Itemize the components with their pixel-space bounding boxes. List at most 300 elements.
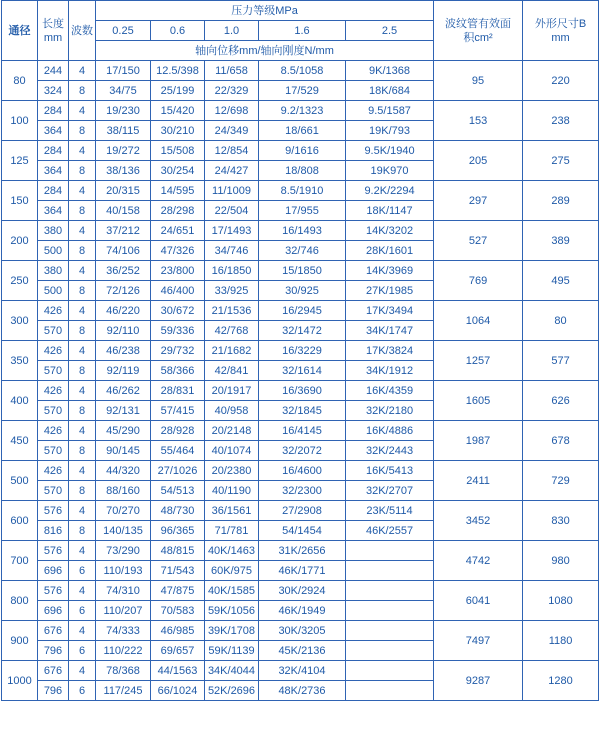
cell-p025: 34/75 xyxy=(96,81,151,101)
cell-outer-size: 577 xyxy=(523,341,599,381)
table-row xyxy=(2,421,599,441)
cell-p025: 117/245 xyxy=(96,681,151,701)
cell-p10: 40/958 xyxy=(205,401,259,421)
cell-p25 xyxy=(346,581,434,601)
table-row xyxy=(2,661,599,681)
cell-p025: 38/136 xyxy=(96,161,151,181)
header-area-label: 波纹管有效面 xyxy=(445,17,512,30)
cell-diameter: 125 xyxy=(2,141,38,181)
cell-p16: 32/1472 xyxy=(259,321,346,341)
cell-length: 576 xyxy=(38,541,69,561)
cell-p10: 24/349 xyxy=(205,121,259,141)
cell-p10: 40/1190 xyxy=(205,481,259,501)
cell-outer-size: 275 xyxy=(523,141,599,181)
cell-p16: 27/2908 xyxy=(259,501,346,521)
cell-length: 426 xyxy=(38,421,69,441)
cell-diameter: 200 xyxy=(2,221,38,261)
cell-p06: 48/815 xyxy=(151,541,205,561)
cell-p06: 14/595 xyxy=(151,181,205,201)
cell-waves: 8 xyxy=(69,521,96,541)
cell-p025: 78/368 xyxy=(96,661,151,681)
cell-length: 426 xyxy=(38,461,69,481)
cell-p06: 55/464 xyxy=(151,441,205,461)
cell-p16: 9/1616 xyxy=(259,141,346,161)
cell-p25 xyxy=(346,661,434,681)
cell-p06: 71/543 xyxy=(151,561,205,581)
cell-p06: 15/420 xyxy=(151,101,205,121)
table-row xyxy=(2,581,599,601)
cell-p16: 18/808 xyxy=(259,161,346,181)
cell-waves: 8 xyxy=(69,121,96,141)
cell-p16: 16/3229 xyxy=(259,341,346,361)
cell-waves: 8 xyxy=(69,441,96,461)
cell-length: 380 xyxy=(38,221,69,241)
cell-waves: 8 xyxy=(69,161,96,181)
cell-waves: 4 xyxy=(69,581,96,601)
cell-p25 xyxy=(346,641,434,661)
cell-p025: 46/238 xyxy=(96,341,151,361)
cell-p10: 12/854 xyxy=(205,141,259,161)
cell-p16: 32/2072 xyxy=(259,441,346,461)
cell-p16: 46K/1771 xyxy=(259,561,346,581)
cell-p25 xyxy=(346,541,434,561)
cell-waves: 4 xyxy=(69,141,96,161)
cell-waves: 8 xyxy=(69,321,96,341)
cell-p06: 57/415 xyxy=(151,401,205,421)
cell-p06: 15/508 xyxy=(151,141,205,161)
cell-p10: 12/698 xyxy=(205,101,259,121)
cell-length: 570 xyxy=(38,321,69,341)
cell-p25: 18K/1147 xyxy=(346,201,434,221)
cell-diameter: 800 xyxy=(2,581,38,621)
cell-p16: 16/3690 xyxy=(259,381,346,401)
cell-p025: 90/145 xyxy=(96,441,151,461)
cell-p06: 28/928 xyxy=(151,421,205,441)
cell-p10: 42/841 xyxy=(205,361,259,381)
header-area xyxy=(434,1,523,61)
cell-p025: 74/106 xyxy=(96,241,151,261)
header-axial: 轴向位移mm/轴向刚度N/mm xyxy=(96,41,434,61)
cell-outer-size: 1180 xyxy=(523,621,599,661)
cell-p025: 74/333 xyxy=(96,621,151,641)
cell-area: 1257 xyxy=(434,341,523,381)
header-waves: 波数 xyxy=(69,1,96,61)
cell-diameter: 500 xyxy=(2,461,38,501)
cell-p06: 30/672 xyxy=(151,301,205,321)
cell-diameter: 100 xyxy=(2,101,38,141)
header-pressure: 压力等级MPa xyxy=(96,1,434,21)
cell-waves: 4 xyxy=(69,341,96,361)
bellows-spec-table xyxy=(1,0,599,701)
cell-waves: 8 xyxy=(69,481,96,501)
cell-p16: 8.5/1910 xyxy=(259,181,346,201)
cell-diameter: 400 xyxy=(2,381,38,421)
cell-p10: 34/746 xyxy=(205,241,259,261)
cell-length: 570 xyxy=(38,361,69,381)
cell-diameter: 700 xyxy=(2,541,38,581)
cell-p25: 9.2K/2294 xyxy=(346,181,434,201)
cell-p10: 24/427 xyxy=(205,161,259,181)
cell-p25: 16K/5413 xyxy=(346,461,434,481)
cell-waves: 4 xyxy=(69,661,96,681)
table-row xyxy=(2,621,599,641)
cell-waves: 4 xyxy=(69,421,96,441)
cell-diameter: 350 xyxy=(2,341,38,381)
cell-p06: 27/1026 xyxy=(151,461,205,481)
cell-p16: 16/4145 xyxy=(259,421,346,441)
cell-p025: 70/270 xyxy=(96,501,151,521)
header-length-label: 长度 xyxy=(42,17,64,30)
cell-p16: 32/2300 xyxy=(259,481,346,501)
cell-length: 426 xyxy=(38,301,69,321)
cell-p25: 14K/3202 xyxy=(346,221,434,241)
cell-p025: 72/126 xyxy=(96,281,151,301)
cell-area: 769 xyxy=(434,261,523,301)
cell-p06: 48/730 xyxy=(151,501,205,521)
cell-p10: 17/1493 xyxy=(205,221,259,241)
cell-p06: 23/800 xyxy=(151,261,205,281)
cell-waves: 8 xyxy=(69,241,96,261)
cell-waves: 4 xyxy=(69,381,96,401)
cell-p25: 34K/1912 xyxy=(346,361,434,381)
cell-p06: 30/254 xyxy=(151,161,205,181)
header-outer-label: 外形尺寸B xyxy=(534,17,587,30)
header-outer-unit: mm xyxy=(551,31,570,44)
cell-p025: 38/115 xyxy=(96,121,151,141)
cell-outer-size: 289 xyxy=(523,181,599,221)
cell-p10: 40K/1585 xyxy=(205,581,259,601)
cell-p06: 54/513 xyxy=(151,481,205,501)
cell-p025: 45/290 xyxy=(96,421,151,441)
cell-length: 796 xyxy=(38,641,69,661)
cell-p06: 28/298 xyxy=(151,201,205,221)
cell-p06: 58/366 xyxy=(151,361,205,381)
cell-p25 xyxy=(346,681,434,701)
cell-p025: 46/262 xyxy=(96,381,151,401)
cell-diameter: 150 xyxy=(2,181,38,221)
cell-p25: 23K/5114 xyxy=(346,501,434,521)
cell-length: 500 xyxy=(38,281,69,301)
cell-p25: 19K/793 xyxy=(346,121,434,141)
cell-p10: 40K/1463 xyxy=(205,541,259,561)
cell-area: 4742 xyxy=(434,541,523,581)
cell-p16: 17/955 xyxy=(259,201,346,221)
cell-outer-size: 1080 xyxy=(523,581,599,621)
cell-waves: 4 xyxy=(69,461,96,481)
cell-p025: 92/119 xyxy=(96,361,151,381)
cell-p16: 30K/2924 xyxy=(259,581,346,601)
cell-p025: 74/310 xyxy=(96,581,151,601)
cell-p25 xyxy=(346,561,434,581)
table-header xyxy=(2,1,599,61)
cell-outer-size: 980 xyxy=(523,541,599,581)
cell-p25: 17K/3494 xyxy=(346,301,434,321)
cell-area: 1064 xyxy=(434,301,523,341)
header-p25: 2.5 xyxy=(346,21,434,41)
cell-diameter: 600 xyxy=(2,501,38,541)
cell-diameter: 450 xyxy=(2,421,38,461)
cell-p025: 110/222 xyxy=(96,641,151,661)
cell-p16: 32/1845 xyxy=(259,401,346,421)
cell-p025: 92/110 xyxy=(96,321,151,341)
header-p10: 1.0 xyxy=(205,21,259,41)
cell-p10: 71/781 xyxy=(205,521,259,541)
cell-outer-size: 729 xyxy=(523,461,599,501)
cell-p025: 73/290 xyxy=(96,541,151,561)
cell-p10: 40/1074 xyxy=(205,441,259,461)
cell-waves: 4 xyxy=(69,301,96,321)
cell-p10: 39K/1708 xyxy=(205,621,259,641)
cell-length: 426 xyxy=(38,381,69,401)
cell-p25: 32K/2180 xyxy=(346,401,434,421)
cell-outer-size: 626 xyxy=(523,381,599,421)
cell-p025: 20/315 xyxy=(96,181,151,201)
cell-p025: 110/193 xyxy=(96,561,151,581)
table-row xyxy=(2,461,599,481)
cell-p10: 21/1536 xyxy=(205,301,259,321)
cell-p25: 32K/2707 xyxy=(346,481,434,501)
cell-p10: 60K/975 xyxy=(205,561,259,581)
cell-p06: 96/365 xyxy=(151,521,205,541)
cell-waves: 8 xyxy=(69,401,96,421)
cell-p25: 18K/684 xyxy=(346,81,434,101)
cell-p10: 11/658 xyxy=(205,61,259,81)
cell-waves: 8 xyxy=(69,361,96,381)
cell-outer-size: 80 xyxy=(523,301,599,341)
cell-p10: 20/2148 xyxy=(205,421,259,441)
header-length xyxy=(38,1,69,61)
cell-length: 284 xyxy=(38,141,69,161)
cell-waves: 6 xyxy=(69,561,96,581)
table-row xyxy=(2,541,599,561)
cell-outer-size: 1280 xyxy=(523,661,599,701)
header-p06: 0.6 xyxy=(151,21,205,41)
cell-waves: 4 xyxy=(69,181,96,201)
cell-p16: 31K/2656 xyxy=(259,541,346,561)
cell-p16: 18/661 xyxy=(259,121,346,141)
cell-p06: 28/831 xyxy=(151,381,205,401)
cell-length: 364 xyxy=(38,121,69,141)
cell-p16: 15/1850 xyxy=(259,261,346,281)
table-body xyxy=(2,61,599,701)
cell-p06: 46/985 xyxy=(151,621,205,641)
cell-p10: 59K/1056 xyxy=(205,601,259,621)
cell-area: 3452 xyxy=(434,501,523,541)
cell-waves: 8 xyxy=(69,201,96,221)
cell-p25: 32K/2443 xyxy=(346,441,434,461)
cell-p025: 140/135 xyxy=(96,521,151,541)
cell-length: 570 xyxy=(38,441,69,461)
cell-p16: 30K/3205 xyxy=(259,621,346,641)
cell-length: 324 xyxy=(38,81,69,101)
cell-p06: 66/1024 xyxy=(151,681,205,701)
cell-area: 9287 xyxy=(434,661,523,701)
cell-outer-size: 238 xyxy=(523,101,599,141)
cell-p16: 9.2/1323 xyxy=(259,101,346,121)
cell-waves: 8 xyxy=(69,81,96,101)
cell-area: 1987 xyxy=(434,421,523,461)
cell-length: 676 xyxy=(38,661,69,681)
table-row xyxy=(2,221,599,241)
cell-p25: 19K970 xyxy=(346,161,434,181)
cell-p10: 52K/2696 xyxy=(205,681,259,701)
cell-p25: 46K/2557 xyxy=(346,521,434,541)
cell-p16: 32/746 xyxy=(259,241,346,261)
cell-length: 284 xyxy=(38,181,69,201)
cell-waves: 6 xyxy=(69,641,96,661)
cell-p16: 48K/2736 xyxy=(259,681,346,701)
cell-length: 364 xyxy=(38,201,69,221)
cell-p06: 59/336 xyxy=(151,321,205,341)
cell-waves: 4 xyxy=(69,101,96,121)
cell-p06: 46/400 xyxy=(151,281,205,301)
cell-area: 6041 xyxy=(434,581,523,621)
cell-p06: 30/210 xyxy=(151,121,205,141)
cell-p025: 37/212 xyxy=(96,221,151,241)
cell-length: 500 xyxy=(38,241,69,261)
cell-p25: 16K/4886 xyxy=(346,421,434,441)
cell-p06: 44/1563 xyxy=(151,661,205,681)
cell-p10: 11/1009 xyxy=(205,181,259,201)
cell-waves: 4 xyxy=(69,61,96,81)
header-p025: 0.25 xyxy=(96,21,151,41)
cell-length: 676 xyxy=(38,621,69,641)
cell-length: 570 xyxy=(38,481,69,501)
cell-p16: 16/4600 xyxy=(259,461,346,481)
cell-area: 2411 xyxy=(434,461,523,501)
cell-p06: 47/326 xyxy=(151,241,205,261)
cell-length: 796 xyxy=(38,681,69,701)
header-p16: 1.6 xyxy=(259,21,346,41)
table-row xyxy=(2,501,599,521)
header-area-unit: 积cm² xyxy=(463,31,493,44)
table-row xyxy=(2,181,599,201)
cell-p06: 29/732 xyxy=(151,341,205,361)
cell-diameter: 80 xyxy=(2,61,38,101)
table-row xyxy=(2,341,599,361)
cell-outer-size: 495 xyxy=(523,261,599,301)
cell-p10: 33/925 xyxy=(205,281,259,301)
cell-waves: 4 xyxy=(69,541,96,561)
cell-area: 297 xyxy=(434,181,523,221)
cell-length: 380 xyxy=(38,261,69,281)
cell-p16: 8.5/1058 xyxy=(259,61,346,81)
cell-p06: 25/199 xyxy=(151,81,205,101)
cell-p10: 22/329 xyxy=(205,81,259,101)
cell-p10: 22/504 xyxy=(205,201,259,221)
cell-p025: 19/272 xyxy=(96,141,151,161)
cell-p06: 24/651 xyxy=(151,221,205,241)
cell-p25: 34K/1747 xyxy=(346,321,434,341)
cell-p10: 42/768 xyxy=(205,321,259,341)
cell-outer-size: 389 xyxy=(523,221,599,261)
cell-p16: 30/925 xyxy=(259,281,346,301)
cell-p10: 34K/4044 xyxy=(205,661,259,681)
cell-waves: 6 xyxy=(69,681,96,701)
cell-p10: 20/1917 xyxy=(205,381,259,401)
cell-area: 205 xyxy=(434,141,523,181)
cell-p16: 46K/1949 xyxy=(259,601,346,621)
cell-length: 364 xyxy=(38,161,69,181)
cell-length: 244 xyxy=(38,61,69,81)
cell-p025: 92/131 xyxy=(96,401,151,421)
cell-p025: 44/320 xyxy=(96,461,151,481)
cell-p10: 21/1682 xyxy=(205,341,259,361)
cell-p06: 70/583 xyxy=(151,601,205,621)
cell-p025: 88/160 xyxy=(96,481,151,501)
table-row xyxy=(2,101,599,121)
cell-area: 153 xyxy=(434,101,523,141)
cell-p16: 32K/4104 xyxy=(259,661,346,681)
cell-p25: 9.5K/1940 xyxy=(346,141,434,161)
cell-waves: 4 xyxy=(69,621,96,641)
cell-area: 1605 xyxy=(434,381,523,421)
cell-p025: 19/230 xyxy=(96,101,151,121)
cell-length: 426 xyxy=(38,341,69,361)
cell-outer-size: 678 xyxy=(523,421,599,461)
cell-area: 95 xyxy=(434,61,523,101)
cell-waves: 6 xyxy=(69,601,96,621)
cell-area: 7497 xyxy=(434,621,523,661)
cell-outer-size: 830 xyxy=(523,501,599,541)
table-row xyxy=(2,301,599,321)
cell-p10: 36/1561 xyxy=(205,501,259,521)
cell-p06: 69/657 xyxy=(151,641,205,661)
cell-length: 696 xyxy=(38,561,69,581)
cell-length: 816 xyxy=(38,521,69,541)
cell-waves: 8 xyxy=(69,281,96,301)
cell-p025: 110/207 xyxy=(96,601,151,621)
cell-length: 576 xyxy=(38,581,69,601)
cell-p06: 12.5/398 xyxy=(151,61,205,81)
cell-p16: 17/529 xyxy=(259,81,346,101)
cell-p10: 20/2380 xyxy=(205,461,259,481)
cell-p025: 40/158 xyxy=(96,201,151,221)
cell-p16: 54/1454 xyxy=(259,521,346,541)
cell-p10: 16/1850 xyxy=(205,261,259,281)
cell-p25 xyxy=(346,621,434,641)
cell-p25: 27K/1985 xyxy=(346,281,434,301)
table-row xyxy=(2,61,599,81)
cell-p25: 28K/1601 xyxy=(346,241,434,261)
cell-p25: 9K/1368 xyxy=(346,61,434,81)
table-row xyxy=(2,261,599,281)
table-row xyxy=(2,381,599,401)
cell-diameter: 300 xyxy=(2,301,38,341)
cell-p025: 36/252 xyxy=(96,261,151,281)
cell-p16: 16/2945 xyxy=(259,301,346,321)
cell-p25: 17K/3824 xyxy=(346,341,434,361)
cell-p16: 45K/2136 xyxy=(259,641,346,661)
cell-diameter: 1000 xyxy=(2,661,38,701)
cell-p10: 59K/1139 xyxy=(205,641,259,661)
cell-p25: 16K/4359 xyxy=(346,381,434,401)
header-diameter: 通径 xyxy=(2,1,38,61)
header-length-unit: mm xyxy=(43,31,63,44)
cell-area: 527 xyxy=(434,221,523,261)
cell-p25 xyxy=(346,601,434,621)
cell-length: 570 xyxy=(38,401,69,421)
cell-outer-size: 220 xyxy=(523,61,599,101)
header-outer-size xyxy=(523,1,599,61)
cell-length: 576 xyxy=(38,501,69,521)
cell-length: 284 xyxy=(38,101,69,121)
cell-p25: 14K/3969 xyxy=(346,261,434,281)
cell-diameter: 900 xyxy=(2,621,38,661)
cell-length: 696 xyxy=(38,601,69,621)
cell-p06: 47/875 xyxy=(151,581,205,601)
cell-waves: 4 xyxy=(69,221,96,241)
